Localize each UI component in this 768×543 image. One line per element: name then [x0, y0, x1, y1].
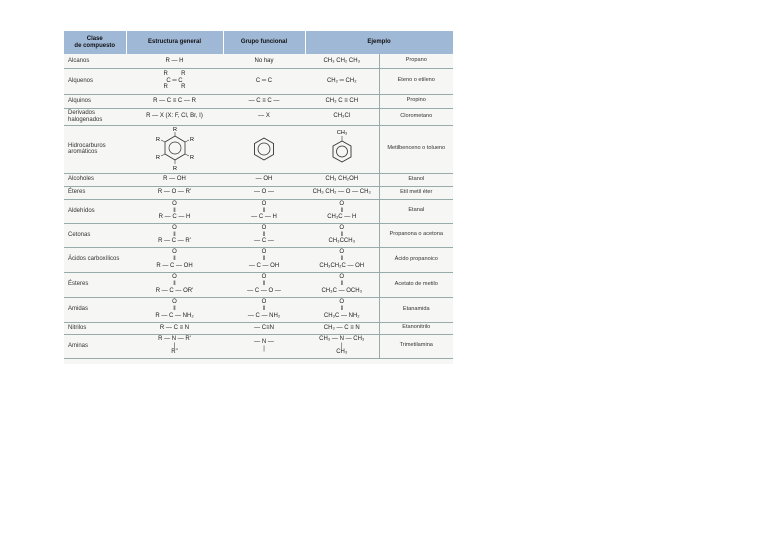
benzene-ring-icon [249, 134, 279, 164]
structure-line: R" [171, 349, 178, 356]
formula-line: CH₃C — OCH₃ [321, 287, 363, 294]
group-cell: C ═ C [223, 68, 305, 94]
structure-line: O [172, 249, 177, 256]
formula-line: CH₃C — NH₂ [323, 312, 360, 319]
group-cell [223, 334, 305, 358]
substituent-label: R [172, 127, 177, 133]
example-name: Etanol [379, 173, 453, 186]
toluene-icon [327, 128, 357, 170]
structure-cell [126, 199, 223, 223]
table-row [64, 94, 453, 108]
structure-line: R — C — R' [158, 238, 191, 245]
formula-line: CH₃CH₂C — OH [319, 262, 365, 269]
group-cell: — X [223, 108, 305, 125]
example-name: Propanona o acetona [379, 223, 453, 247]
structure-line: ‖ [173, 306, 176, 313]
example-name: Clorometano [379, 108, 453, 125]
example-formula: CH₃ — C ≡ N [305, 322, 379, 334]
example-formula [305, 297, 379, 322]
header-clase [64, 31, 126, 54]
example-formula [305, 125, 379, 173]
group-cell [223, 297, 305, 322]
group-line: — N — [254, 339, 274, 346]
example-formula [305, 247, 379, 272]
group-line: O [261, 274, 267, 281]
structure-cell [126, 334, 223, 358]
table-row [64, 68, 453, 94]
group-line: — C — [254, 238, 274, 245]
class-cell: Derivados halogenados [64, 108, 126, 125]
structure-line: ‖ [173, 256, 176, 263]
group-cell [223, 125, 305, 173]
structure-line: R — C — NH₂ [155, 312, 194, 319]
example-name: Etanamida [379, 297, 453, 322]
class-cell: Alquinos [64, 94, 126, 108]
example-name: Ácido propanoico [379, 247, 453, 272]
class-cell: Ésteres [64, 272, 126, 297]
example-formula: CH₃ CH₂OH [305, 173, 379, 186]
structure-line: R — C — OR' [155, 287, 194, 294]
table-row [64, 54, 453, 68]
structure-cell: R — C ≡ C — R [126, 94, 223, 108]
example-name: Etanonitrilo [379, 322, 453, 334]
group-line: O [261, 224, 267, 231]
structure-line: O [172, 274, 177, 281]
formula-line: CH₃ [336, 349, 348, 356]
group-line: — C — O — [247, 287, 281, 294]
structure-cell [126, 125, 223, 173]
structure-line: O [172, 200, 177, 207]
structure-cell: R — C ≡ N [126, 322, 223, 334]
example-formula: CH₃ CH₂ — O — CH₃ [305, 186, 379, 199]
table-row [64, 247, 453, 272]
example-formula: CH₃ C ≡ CH [305, 94, 379, 108]
group-cell [223, 272, 305, 297]
formula-line: CH₃C — H [327, 214, 357, 221]
class-cell: Aminas [64, 334, 126, 358]
class-cell: Amidas [64, 297, 126, 322]
group-line: O [261, 249, 267, 256]
structure-line: R R [163, 70, 186, 77]
example-name: Acetato de metilo [379, 272, 453, 297]
structure-cell [126, 223, 223, 247]
structure-line: C ═ C [166, 77, 183, 84]
structure-line: R — C — H [158, 214, 191, 221]
example-formula [305, 272, 379, 297]
example-formula [305, 199, 379, 223]
structure-line: ‖ [173, 207, 176, 214]
group-line: O [261, 200, 267, 207]
group-line: ‖ [262, 207, 266, 214]
formula-line: CH₃CCH₃ [328, 238, 356, 245]
table-row [64, 272, 453, 297]
example-name: Trimetilamina [379, 334, 453, 358]
methyl-label: CH₃ [336, 130, 347, 136]
table-row [64, 173, 453, 186]
formula-line: | [340, 342, 343, 349]
example-formula [305, 334, 379, 358]
example-name: Propano [379, 54, 453, 68]
group-line: — C — NH₂ [247, 312, 281, 319]
example-formula: CH₂ ═ CH₂ [305, 68, 379, 94]
structure-line: O [172, 299, 177, 306]
group-cell: — OH [223, 173, 305, 186]
structure-line: R R [163, 84, 186, 91]
formula-line: ‖ [340, 281, 343, 288]
table-row [64, 334, 453, 358]
group-cell: No hay [223, 54, 305, 68]
group-line: ‖ [262, 256, 266, 263]
structure-cell: R — X (X: F, Cl, Br, I) [126, 108, 223, 125]
group-line: — C — H [251, 214, 277, 221]
structure-line: ‖ [173, 281, 176, 288]
group-line: ‖ [262, 231, 266, 238]
structure-cell: R — OH [126, 173, 223, 186]
class-cell: Cetonas [64, 223, 126, 247]
example-name: Propino [379, 94, 453, 108]
class-cell: Alquenos [64, 68, 126, 94]
example-formula: CH₃ CH₂ CH₃ [305, 54, 379, 68]
group-cell: — C≡N [223, 322, 305, 334]
substituent-label: R [155, 155, 160, 161]
group-line: O [261, 299, 267, 306]
substituent-label: R [155, 137, 160, 143]
substituent-label: R [189, 155, 194, 161]
formula-line: O [339, 200, 345, 207]
hexasubstituted-benzene-icon [147, 126, 203, 172]
group-cell: — C ≡ C — [223, 94, 305, 108]
class-cell: Hidrocarburos aromáticos [64, 125, 126, 173]
table-row [64, 223, 453, 247]
formula-line: CH₃ — N — CH₃ [319, 335, 365, 342]
structure-cell [126, 297, 223, 322]
formula-line: O [339, 299, 345, 306]
example-name: Etil metil éter [379, 186, 453, 199]
class-cell: Alcoholes [64, 173, 126, 186]
group-line: | [263, 346, 265, 352]
substituent-label: R [172, 166, 177, 172]
structure-line: O [172, 224, 177, 231]
formula-line: O [339, 224, 345, 231]
table-row [64, 125, 453, 173]
table-row [64, 199, 453, 223]
header-estructura: Estructura general [126, 31, 223, 54]
group-cell [223, 223, 305, 247]
formula-line: ‖ [340, 256, 343, 263]
formula-line: ‖ [340, 306, 343, 313]
structure-cell [126, 272, 223, 297]
example-formula [305, 223, 379, 247]
header-clase-label: Clase de compuesto [74, 35, 116, 49]
example-name: Etanal [379, 199, 453, 223]
structure-line: R — N — R' [158, 335, 191, 342]
formula-line: O [339, 274, 345, 281]
example-formula: CH₃Cl [305, 108, 379, 125]
structure-cell: R — O — R' [126, 186, 223, 199]
functional-groups-table [64, 31, 454, 359]
structure-line: | [173, 342, 176, 349]
group-cell [223, 247, 305, 272]
class-cell: Nitrilos [64, 322, 126, 334]
example-name: Eteno o etileno [379, 68, 453, 94]
structure-cell [126, 68, 223, 94]
formula-line: ‖ [340, 207, 343, 214]
class-cell: Alcanos [64, 54, 126, 68]
group-cell [223, 199, 305, 223]
table-row [64, 297, 453, 322]
header-ejemplo: Ejemplo [305, 31, 453, 54]
group-line: — C — OH [248, 262, 280, 269]
class-cell: Éteres [64, 186, 126, 199]
structure-cell: R — H [126, 54, 223, 68]
formula-line: ‖ [340, 231, 343, 238]
example-name: Metilbenceno o tolueno [379, 125, 453, 173]
header-grupo: Grupo funcional [223, 31, 305, 54]
class-cell: Ácidos carboxílicos [64, 247, 126, 272]
structure-line: ‖ [173, 231, 176, 238]
table-row [64, 186, 453, 199]
header-row [64, 31, 453, 54]
table-row [64, 322, 453, 334]
table-row [64, 108, 453, 125]
structure-line: R — C — OH [156, 262, 193, 269]
group-line: ‖ [262, 281, 266, 288]
structure-cell [126, 247, 223, 272]
group-line: ‖ [262, 306, 266, 313]
class-cell: Aldehídos [64, 199, 126, 223]
substituent-label: R [189, 137, 194, 143]
functional-groups-table-image [64, 31, 453, 364]
formula-line: O [339, 249, 345, 256]
group-cell: — O — [223, 186, 305, 199]
